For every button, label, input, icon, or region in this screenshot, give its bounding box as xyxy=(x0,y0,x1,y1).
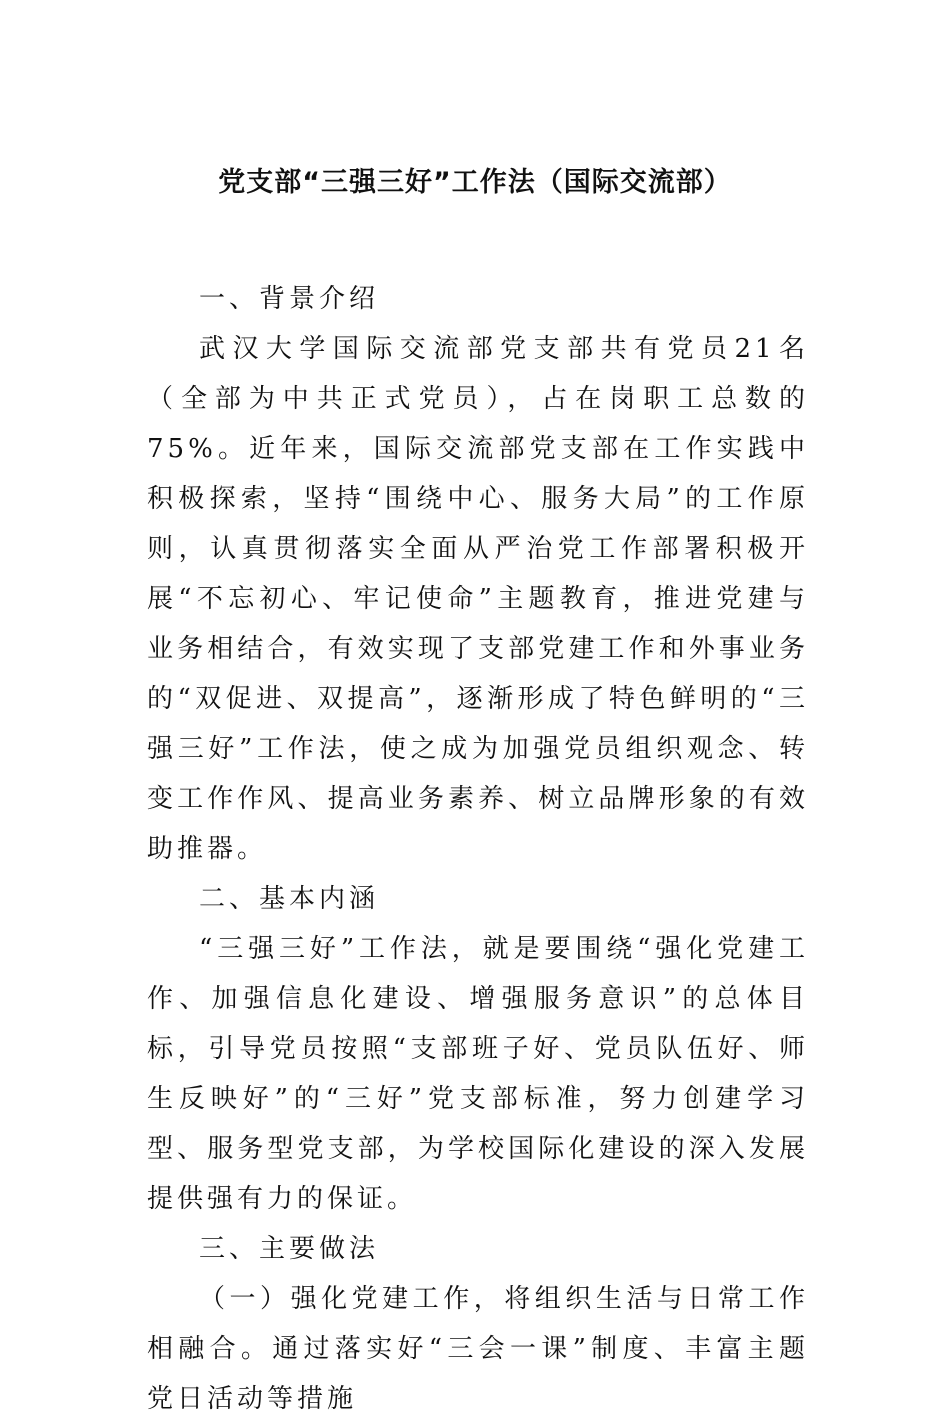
section-heading-connotation: 二、基本内涵 xyxy=(199,884,380,914)
section-heading-methods: 三、主要做法 xyxy=(199,1234,380,1264)
paragraph-connotation: “三强三好”工作法，就是要围绕“强化党建工作、加强信息化建设、增强服务意识”的总体目标，引导党员按照“支部班子好、党员队伍好、师生反映好”的“三好”党支部标准，努力创建学习型、服务型党支部，为学校国际化建设的深入发展提供强有力的保证。 xyxy=(147,934,809,1214)
document-body xyxy=(147,274,809,1424)
paragraph-methods: （一）强化党建工作，将组织生活与日常工作相融合。通过落实好“三会一课”制度、丰富主题党日活动等措施 xyxy=(147,1284,809,1414)
section-heading-background: 一、背景介绍 xyxy=(199,284,380,314)
document-title: 党支部“三强三好”工作法（国际交流部） xyxy=(218,167,732,198)
paragraph-background: 武汉大学国际交流部党支部共有党员21名（全部为中共正式党员），占在岗职工总数的75%。近年来，国际交流部党支部在工作实践中积极探索，坚持“围绕中心、服务大局”的工作原则，认真贯彻落实全面从严治党工作部署积极开展“不忘初心、牢记使命”主题教育，推进党建与业务相结合，有效实现了支部党建工作和外事业务的“双促进、双提高”，逐渐形成了特色鲜明的“三强三好”工作法，使之成为加强党员组织观念、转变工作作风、提高业务素养、树立品牌形象的有效助推器。 xyxy=(147,334,809,864)
